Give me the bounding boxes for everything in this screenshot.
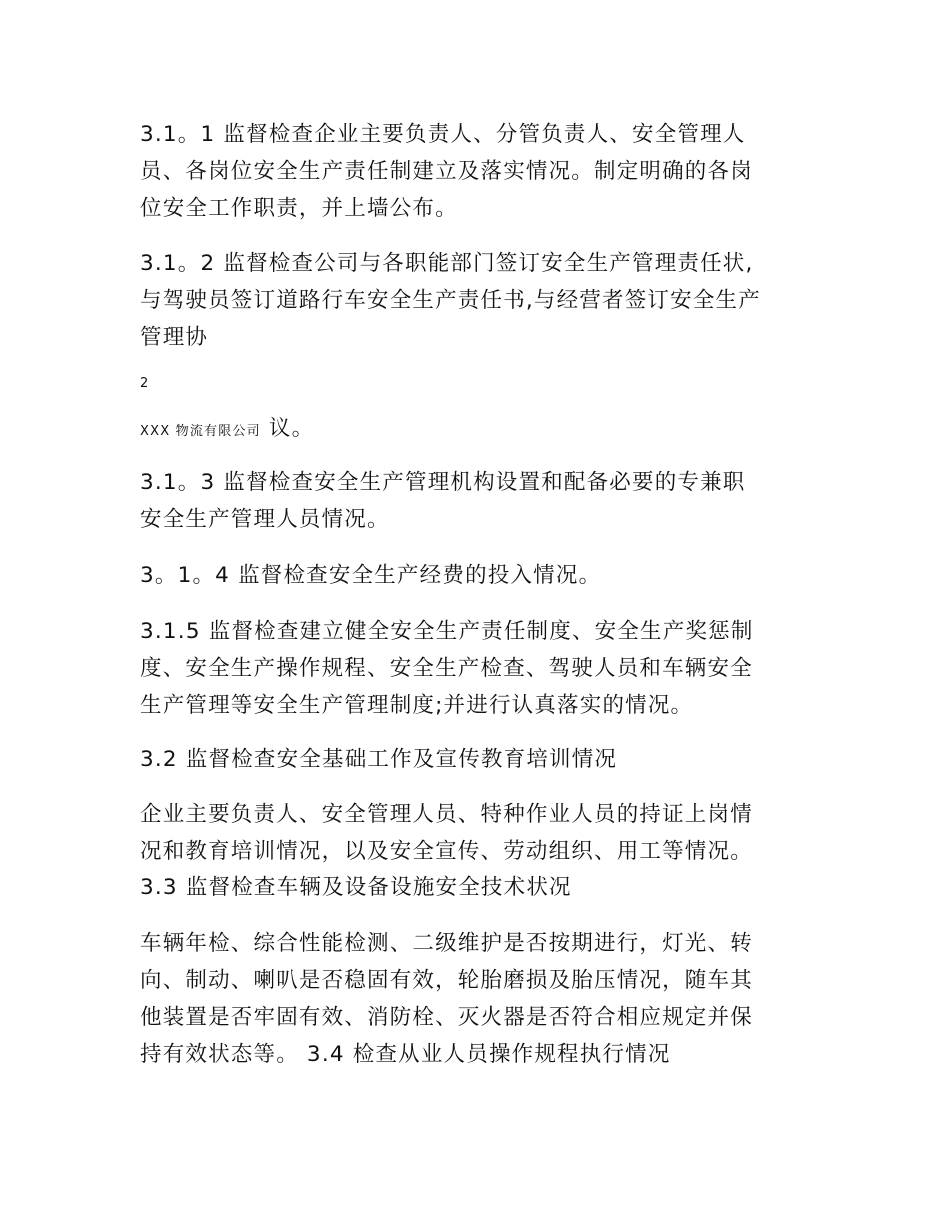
footer-continuation: 议。 — [268, 416, 315, 441]
p311-line-3: 位安全工作职责，并上墙公布。 — [140, 196, 458, 221]
p315-line-3: 生产管理等安全生产管理制度;并进行认真落实的情况。 — [140, 693, 694, 718]
p32-body-line-2: 况和教育培训情况，以及安全宣传、劳动组织、用工等情况。 — [140, 839, 753, 864]
p314-line-1: 3。1。4 监督检查安全生产经费的投入情况。 — [140, 563, 602, 588]
p33-heading: 3.3 监督检查车辆及设备设施安全技术状况 — [140, 875, 572, 900]
p32-heading: 3.2 监督检查安全基础工作及宣传教育培训情况 — [140, 747, 618, 772]
p313-line-2: 安全生产管理人员情况。 — [140, 507, 390, 532]
p315-line-1: 3.1.5 监督检查建立健全安全生产责任制度、安全生产奖惩制 — [140, 619, 754, 644]
p315-line-2: 度、安全生产操作规程、安全生产检查、驾驶人员和车辆安全 — [140, 656, 753, 681]
p311-line-1: 3.1。1 监督检查企业主要负责人、分管负责人、安全管理人 — [140, 122, 746, 147]
p33-body-line-2: 向、制动、喇叭是否稳固有效，轮胎磨损及胎压情况，随车其 — [140, 968, 753, 993]
footer-line — [140, 415, 314, 443]
p311-line-2: 员、各岗位安全生产责任制建立及落实情况。制定明确的各岗 — [140, 159, 753, 184]
footer-company: XXX 物流有限公司 — [140, 424, 261, 439]
p33-body-line-3: 他装置是否牢固有效、消防栓、灭火器是否符合相应规定并保 — [140, 1005, 753, 1030]
p33-body-line-4: 持有效状态等。 3.4 检查从业人员操作规程执行情况 — [140, 1042, 671, 1067]
p312-line-3: 管理协 — [140, 325, 209, 350]
p312-line-2: 与驾驶员签订道路行车安全生产责任书,与经营者签订安全生产 — [140, 288, 761, 313]
p33-body-line-1: 车辆年检、综合性能检测、二级维护是否按期进行，灯光、转 — [140, 931, 753, 956]
p313-line-1: 3.1。3 监督检查安全生产管理机构设置和配备必要的专兼职 — [140, 470, 746, 495]
page-number: 2 — [140, 376, 149, 391]
p32-body-line-1: 企业主要负责人、安全管理人员、特种作业人员的持证上岗情 — [140, 802, 753, 827]
p312-line-1: 3.1。2 监督检查公司与各职能部门签订安全生产管理责任状, — [140, 251, 754, 276]
